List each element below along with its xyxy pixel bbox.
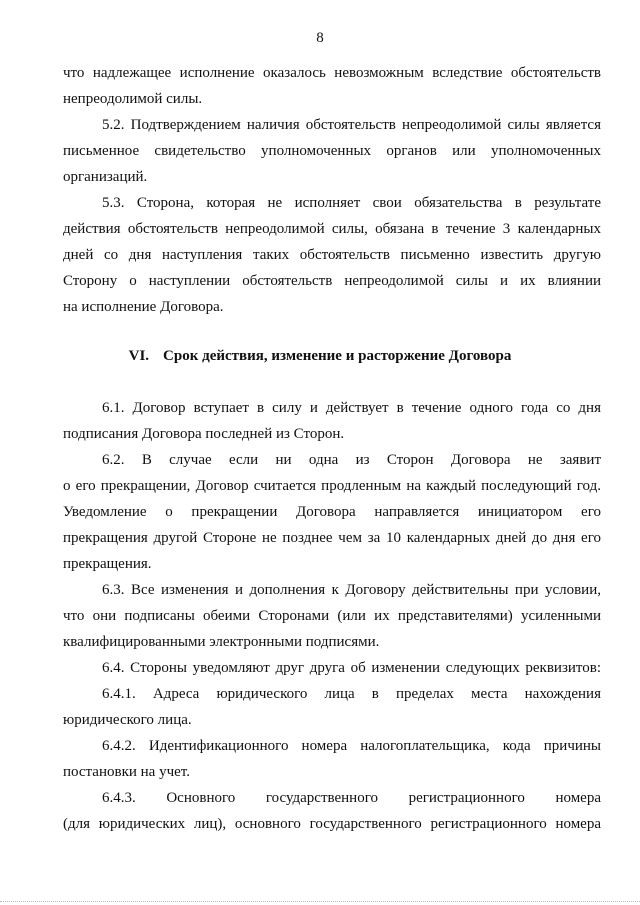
text-line: организаций. — [63, 169, 148, 185]
text-line: что надлежащее исполнение оказалось невозможным вследствие обстоятельств — [63, 65, 601, 81]
text-line: 6.2. В случае если ни одна из Сторон Договора не заявит — [102, 452, 601, 468]
text-line: 6.4.3. Основного государственного регистрационного номера — [102, 790, 601, 806]
text-line: юридического лица. — [63, 712, 192, 728]
text-line: прекращения. — [63, 556, 152, 572]
text-line: Сторону о наступлении обстоятельств непреодолимой силы и их влиянии — [63, 273, 601, 289]
text-line: о его прекращении, Договор считается продленным на каждый последующий год. — [63, 478, 601, 494]
text-line: дней со дня наступления таких обстоятельств письменно известить другую — [63, 247, 601, 263]
text-line: письменное свидетельство уполномоченных органов или уполномоченных — [63, 143, 601, 159]
text-line: прекращения другой Стороне не позднее чем за 10 календарных дней до дня его — [63, 530, 601, 546]
text-line: 6.4. Стороны уведомляют друг друга об изменении следующих реквизитов: — [102, 660, 601, 676]
text-line: квалифицированными электронными подписями. — [63, 634, 380, 650]
section-title: Срок действия, изменение и расторжение Договора — [163, 348, 512, 364]
page-number: 8 — [316, 30, 324, 46]
text-line: постановки на учет. — [63, 764, 190, 780]
text-line: 5.2. Подтверждением наличия обстоятельств непреодолимой силы является — [102, 117, 601, 133]
section-number: VI. — [128, 348, 150, 364]
text-line: действия обстоятельств непреодолимой силы, обязана в течение 3 календарных — [63, 221, 601, 237]
text-line: 6.3. Все изменения и дополнения к Договору действительны при условии, — [102, 582, 601, 598]
text-line: подписания Договора последней из Сторон. — [63, 426, 345, 442]
text-line: Уведомление о прекращении Договора направляется инициатором его — [63, 504, 601, 520]
text-line: 5.3. Сторона, которая не исполняет свои обязательства в результате — [102, 195, 601, 211]
text-line: (для юридических лиц), основного государственного регистрационного номера — [63, 816, 601, 832]
page-bottom-edge — [0, 901, 640, 905]
text-line: на исполнение Договора. — [63, 299, 224, 315]
text-line: что они подписаны обеими Сторонами (или их представителями) усиленными — [63, 608, 601, 624]
section-heading — [0, 347, 640, 365]
text-line: 6.1. Договор вступает в силу и действует в течение одного года со дня — [102, 400, 601, 416]
text-line: 6.4.2. Идентификационного номера налогоплательщика, кода причины — [102, 738, 601, 754]
text-line: непреодолимой силы. — [63, 91, 203, 107]
text-line: 6.4.1. Адреса юридического лица в пределах места нахождения — [102, 686, 601, 702]
